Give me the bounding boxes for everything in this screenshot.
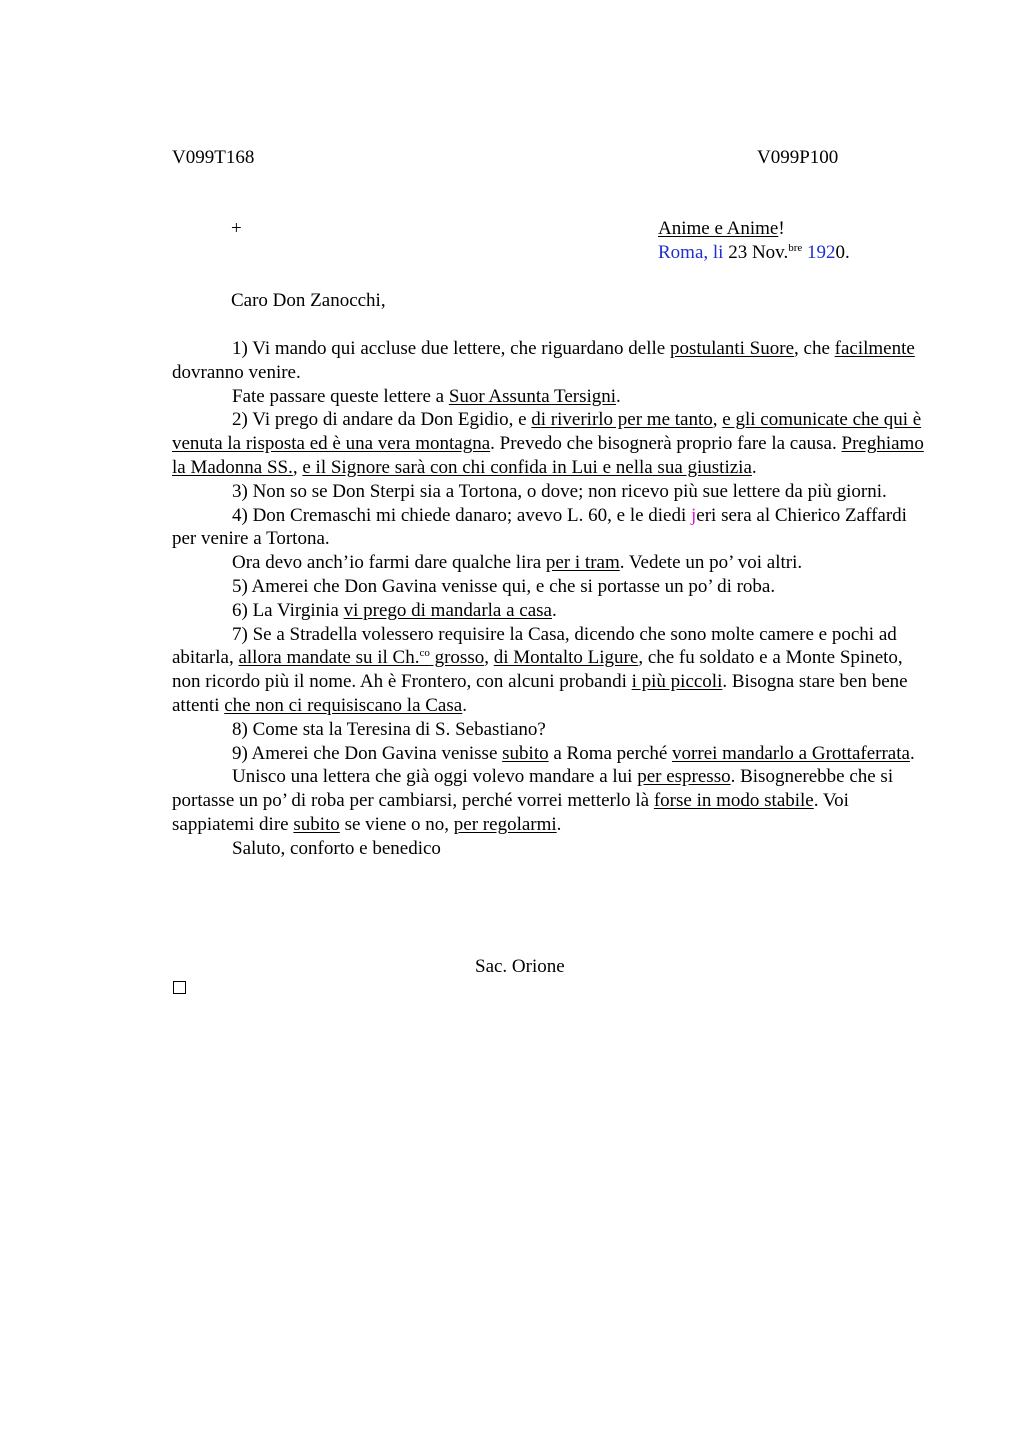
text-run: 2) Vi prego di andare da Don Egidio, e — [232, 409, 532, 431]
dateline-city: Roma, li — [658, 242, 724, 263]
text-run: . — [462, 694, 467, 716]
underlined-text: forse in modo stabile — [653, 790, 814, 812]
motto-text: Anime e Anime — [658, 218, 779, 239]
underlined-text: per espresso — [637, 766, 731, 788]
underlined-text: subito — [502, 742, 549, 764]
underlined-text: Preghiamo la Madonna SS. — [172, 433, 924, 478]
underlined-text: di Montalto Ligure — [493, 647, 639, 669]
cross-mark: + — [231, 218, 242, 239]
paragraph-13: Saluto, conforto e benedico — [232, 837, 441, 859]
text-run: . Bisognerebbe che si portasse un po’ di roba per cambiarsi, perché vorrei metterlo là — [172, 766, 894, 812]
superscript: co — [419, 647, 430, 660]
underlined-text: subito — [293, 813, 340, 835]
underlined-text: per regolarmi — [453, 813, 557, 835]
text-run: eri sera al Chierico Zaffardi per venire a Tortona. — [172, 504, 907, 550]
underlined-text — [238, 647, 484, 668]
text-run: . — [616, 385, 621, 407]
text-run: grosso — [429, 647, 485, 669]
paragraph-1 — [172, 337, 932, 385]
paragraph-9 — [172, 623, 932, 718]
text-run: Unisco una lettera che già oggi volevo mandare a lui — [232, 766, 638, 788]
highlighted-letter: j — [691, 504, 697, 526]
document-code-left: V099T168 — [172, 147, 255, 168]
text-run: se viene o no, — [339, 813, 454, 835]
text-run: allora mandate su il Ch. — [238, 647, 420, 669]
text-run: , — [712, 409, 723, 431]
underlined-text: i più piccoli — [631, 671, 723, 693]
motto-punct: ! — [778, 218, 785, 239]
underlined-text: postulanti Suore — [669, 338, 795, 359]
text-run: , che — [794, 338, 835, 359]
underlined-text: e gli comunicate che qui è venuta la risposta ed è una vera montagna — [172, 409, 922, 455]
text-run: 6) La Virginia — [232, 599, 344, 621]
text-run: a Roma perché — [548, 742, 673, 764]
underlined-text: facilmente — [834, 338, 915, 359]
text-run: . Vedete un po’ voi altri. — [619, 552, 803, 574]
paragraph-5 — [172, 504, 932, 552]
text-run: 9) Amerei che Don Gavina venisse — [232, 742, 503, 764]
underlined-text: che non ci requisiscano la Casa — [224, 694, 463, 716]
text-run: Ora devo anch’io farmi dare qualche lira — [232, 552, 546, 574]
text-run: 4) Don Cremaschi mi chiede danaro; avevo L. 60, e le diedi — [232, 504, 692, 526]
text-run: . Prevedo che bisognerà proprio fare la causa. — [490, 433, 842, 455]
dateline-month-sup: bre — [788, 242, 803, 254]
text-run: . — [909, 742, 915, 764]
text-run: dovranno venire. — [172, 361, 301, 383]
text-run: Fate passare queste lettere a — [232, 385, 449, 407]
paragraph-6 — [172, 551, 932, 575]
underlined-text: Suor Assunta Tersigni — [448, 385, 617, 407]
paragraph-2 — [172, 385, 932, 409]
paragraph-7: 5) Amerei che Don Gavina venisse qui, e che si portasse un po’ di roba. — [232, 575, 776, 597]
text-run: 7) Se a Stradella volessero requisire la Casa, dicendo che sono molte camere e pochi ad abitarla, — [172, 623, 897, 669]
underlined-text: di riverirlo per me tanto — [531, 409, 713, 431]
text-run: . — [751, 456, 757, 478]
dateline-day-month: 23 Nov. — [728, 242, 789, 263]
paragraph-11 — [172, 742, 932, 766]
paragraph-12 — [172, 765, 932, 836]
text-run: . Voi sappiatemi dire — [172, 790, 849, 835]
signature: Sac. Orione — [475, 956, 565, 977]
motto — [658, 217, 785, 241]
document-code-right: V099P100 — [757, 147, 839, 168]
dateline-year-blue: 192 — [807, 242, 836, 263]
underlined-text: e il Signore sarà con chi confida in Lui e nella sua giustizia — [302, 456, 752, 478]
text-run: 1) Vi mando qui accluse due lettere, che riguardano delle — [232, 338, 670, 359]
underlined-text: per i tram — [545, 552, 620, 574]
text-run: . Bisogna stare ben bene attenti — [172, 671, 908, 716]
paragraph-10: 8) Come sta la Teresina di S. Sebastiano? — [232, 718, 546, 740]
paragraph-8 — [172, 599, 932, 623]
text-run: , che fu soldato e a Monte Spineto, non ricordo più il nome. Ah è Frontero, con alcuni probandi — [172, 647, 903, 693]
salutation: Caro Don Zanocchi, — [231, 290, 386, 311]
text-run: , — [292, 456, 303, 478]
letter-body — [172, 337, 932, 861]
end-box-icon — [173, 981, 186, 994]
paragraph-3 — [172, 408, 932, 479]
underlined-text: vi prego di mandarla a casa — [343, 599, 552, 621]
text-run: . — [556, 813, 562, 835]
text-run: . — [552, 599, 557, 621]
dateline-end: . — [845, 242, 850, 263]
dateline-year-end: 0 — [835, 242, 845, 263]
dateline — [658, 241, 850, 265]
underlined-text: vorrei mandarlo a Grottaferrata — [672, 742, 910, 764]
text-run: , — [484, 647, 494, 669]
paragraph-4: 3) Non so se Don Sterpi sia a Tortona, o dove; non ricevo più sue lettere da più giorni. — [232, 480, 887, 502]
